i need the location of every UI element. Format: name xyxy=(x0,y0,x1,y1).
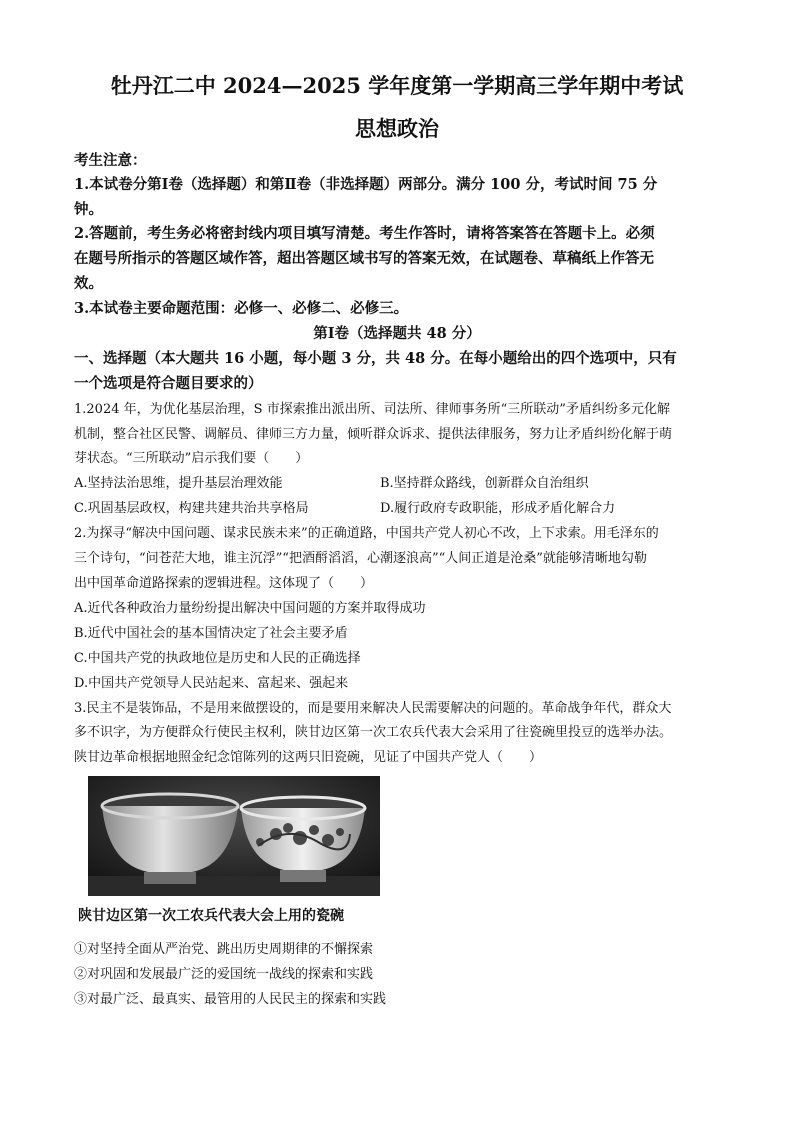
question-3-option-3[interactable]: ③对最广泛、最真实、最管用的人民民主的探索和实践 xyxy=(74,992,387,1007)
question-1-stem: 芽状态。“三所联动”启示我们要（ ） xyxy=(74,451,309,466)
notice-line: 1.本试卷分第Ⅰ卷（选择题）和第Ⅱ卷（非选择题）两部分。满分 100 分，考试时间 75 分 xyxy=(74,176,658,193)
question-3-option-2[interactable]: ②对巩固和发展最广泛的爱国统一战线的探索和实践 xyxy=(74,967,374,982)
notice-line: 2.答题前，考生务必将密封线内项目填写清楚。考生作答时，请将答案答在答题卡上。必须 xyxy=(74,225,655,242)
question-3-stem: 多不识字，为方便群众行使民主权利，陕甘边区第一次工农兵代表大会采用了往瓷碗里投豆的选举办法。 xyxy=(74,725,673,740)
section-title: 第Ⅰ卷（选择题共 48 分） xyxy=(313,325,481,342)
notice-line: 在题号所指示的答题区域作答，超出答题区域书写的答案无效，在试题卷、草稿纸上作答无 xyxy=(74,250,654,267)
question-2-option-c[interactable]: C.中国共产党的执政地位是历史和人民的正确选择 xyxy=(74,651,361,666)
question-2-option-a[interactable]: A.近代各种政治力量纷纷提出解决中国问题的方案并取得成功 xyxy=(74,601,426,616)
notice-line: 效。 xyxy=(74,275,103,292)
question-1-stem: 机制，整合社区民警、调解员、律师三方力量，倾听群众诉求、提供法律服务，努力让矛盾纠纷化解于萌 xyxy=(74,427,673,442)
notice-line: 3.本试卷主要命题范围：必修一、必修二、必修三。 xyxy=(74,300,409,317)
question-1-option-a[interactable]: A.坚持法治思维，提升基层治理效能 xyxy=(74,476,283,491)
question-1-option-b[interactable]: B.坚持群众路线，创新群众自治组织 xyxy=(380,476,589,491)
notice-line: 钟。 xyxy=(74,201,103,218)
question-3-stem: 3.民主不是装饰品，不是用来做摆设的，而是要用来解决人民需要解决的问题的。革命战争年代，群众大 xyxy=(74,701,672,716)
question-1-option-d[interactable]: D.履行政府专政职能，形成矛盾化解合力 xyxy=(380,501,616,516)
question-2-stem: 三个诗句，“问苍茫大地，谁主沉浮”“把酒酹滔滔，心潮逐浪高”“人间正道是沧桑”就能够清晰地勾勒 xyxy=(74,551,647,566)
question-1-stem: 1.2024 年，为优化基层治理，S 市探索推出派出所、司法所、律师事务所“三所联动”矛盾纠纷多元化解 xyxy=(74,402,670,417)
section-intro: 一个选项是符合题目要求的） xyxy=(74,375,263,392)
question-2-stem: 2.为探寻“解决中国问题、谋求民族未来”的正确道路，中国共产党人初心不改，上下求索。用毛泽东的 xyxy=(74,526,659,541)
section-intro: 一、选择题（本大题共 16 小题，每小题 3 分，共 48 分。在每小题给出的四个选项中，只有 xyxy=(74,350,677,367)
question-3-stem: 陕甘边革命根据地照金纪念馆陈列的这两只旧瓷碗，见证了中国共产党人（ ） xyxy=(74,750,543,765)
porcelain-bowls-photo xyxy=(88,776,380,896)
notice-heading: 考生注意： xyxy=(74,152,147,169)
subject-title: 思想政治 xyxy=(355,116,439,141)
question-3-option-1[interactable]: ①对坚持全面从严治党、跳出历史周期律的不懈探索 xyxy=(74,942,374,957)
question-2-stem: 出中国革命道路探索的逻辑进程。这体现了（ ） xyxy=(74,576,374,591)
question-1-option-c[interactable]: C.巩固基层政权，构建共建共治共享格局 xyxy=(74,501,309,516)
question-2-option-b[interactable]: B.近代中国社会的基本国情决定了社会主要矛盾 xyxy=(74,626,348,641)
photo-caption: 陕甘边区第一次工农兵代表大会上用的瓷碗 xyxy=(78,908,344,924)
question-2-option-d[interactable]: D.中国共产党领导人民站起来、富起来、强起来 xyxy=(74,676,349,691)
exam-title: 牡丹江二中 2024—2025 学年度第一学期高三学年期中考试 xyxy=(110,73,684,98)
